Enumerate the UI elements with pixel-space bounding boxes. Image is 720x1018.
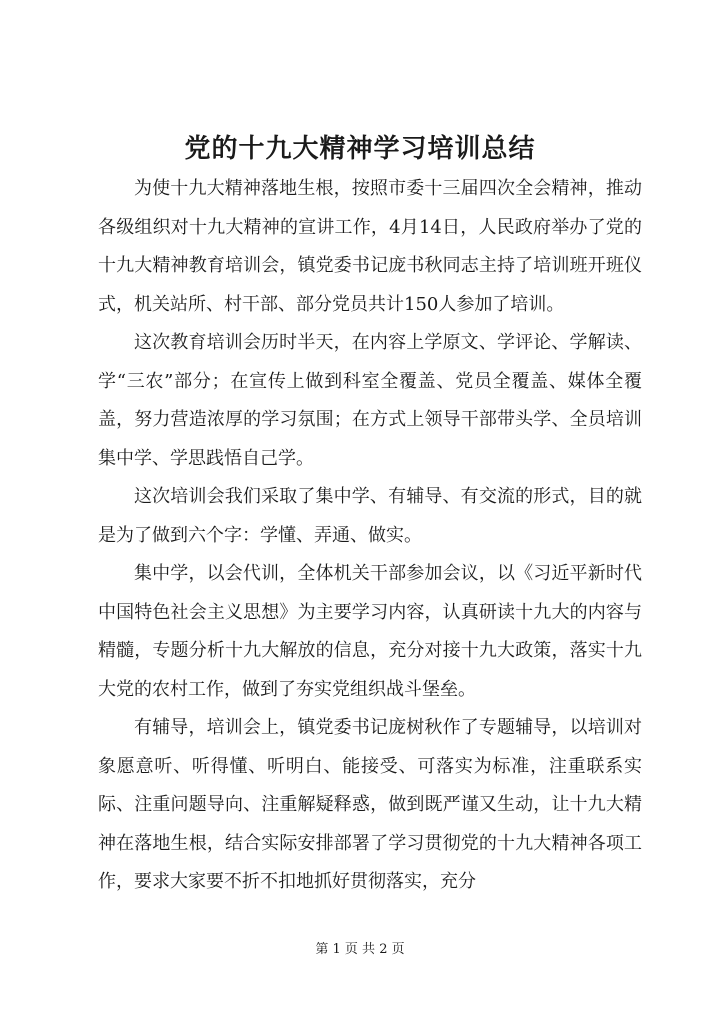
- document-body: [98, 170, 642, 902]
- document-title: 党的十九大精神学习培训总结: [184, 134, 536, 164]
- paragraph: 这次培训会我们采取了集中学、有辅导、有交流的形式，目的就是为了做到六个字：学懂、弄通、做实。: [98, 486, 642, 546]
- paragraph: 有辅导，培训会上，镇党委书记庞树秋作了专题辅导，以培训对象愿意听、听得懂、听明白、能接受、可落实为标准，注重联系实际、注重问题导向、注重解疑释惑，做到既严谨又生动，让十九大精神在落地生根，结合实际安排部署了学习贯彻党的十九大精神各项工作，要求大家要不折不扣地抓好贯彻落实，充分: [98, 717, 642, 892]
- paragraph: 这次教育培训会历时半天，在内容上学原文、学评论、学解读、学“三农”部分；在宣传上做到科室全覆盖、党员全覆盖、媒体全覆盖，努力营造浓厚的学习氛围；在方式上领导干部带头学、全员培训集中学、学思践悟自己学。: [98, 332, 642, 469]
- paragraph: 为使十九大精神落地生根，按照市委十三届四次全会精神，推动各级组织对十九大精神的宣讲工作，4月14日，人民政府举办了党的十九大精神教育培训会，镇党委书记庞书秋同志主持了培训班开班仪式，机关站所、村干部、部分党员共计150人参加了培训。: [98, 178, 642, 315]
- page-number-footer: 第 1 页 共 2 页: [315, 942, 405, 957]
- paragraph: 集中学，以会代训，全体机关干部参加会议，以《习近平新时代中国特色社会主义思想》为主要学习内容，认真研读十九大的内容与精髓，专题分析十九大解放的信息，充分对接十九大政策，落实十九大党的农村工作，做到了夯实党组织战斗堡垒。: [98, 563, 642, 700]
